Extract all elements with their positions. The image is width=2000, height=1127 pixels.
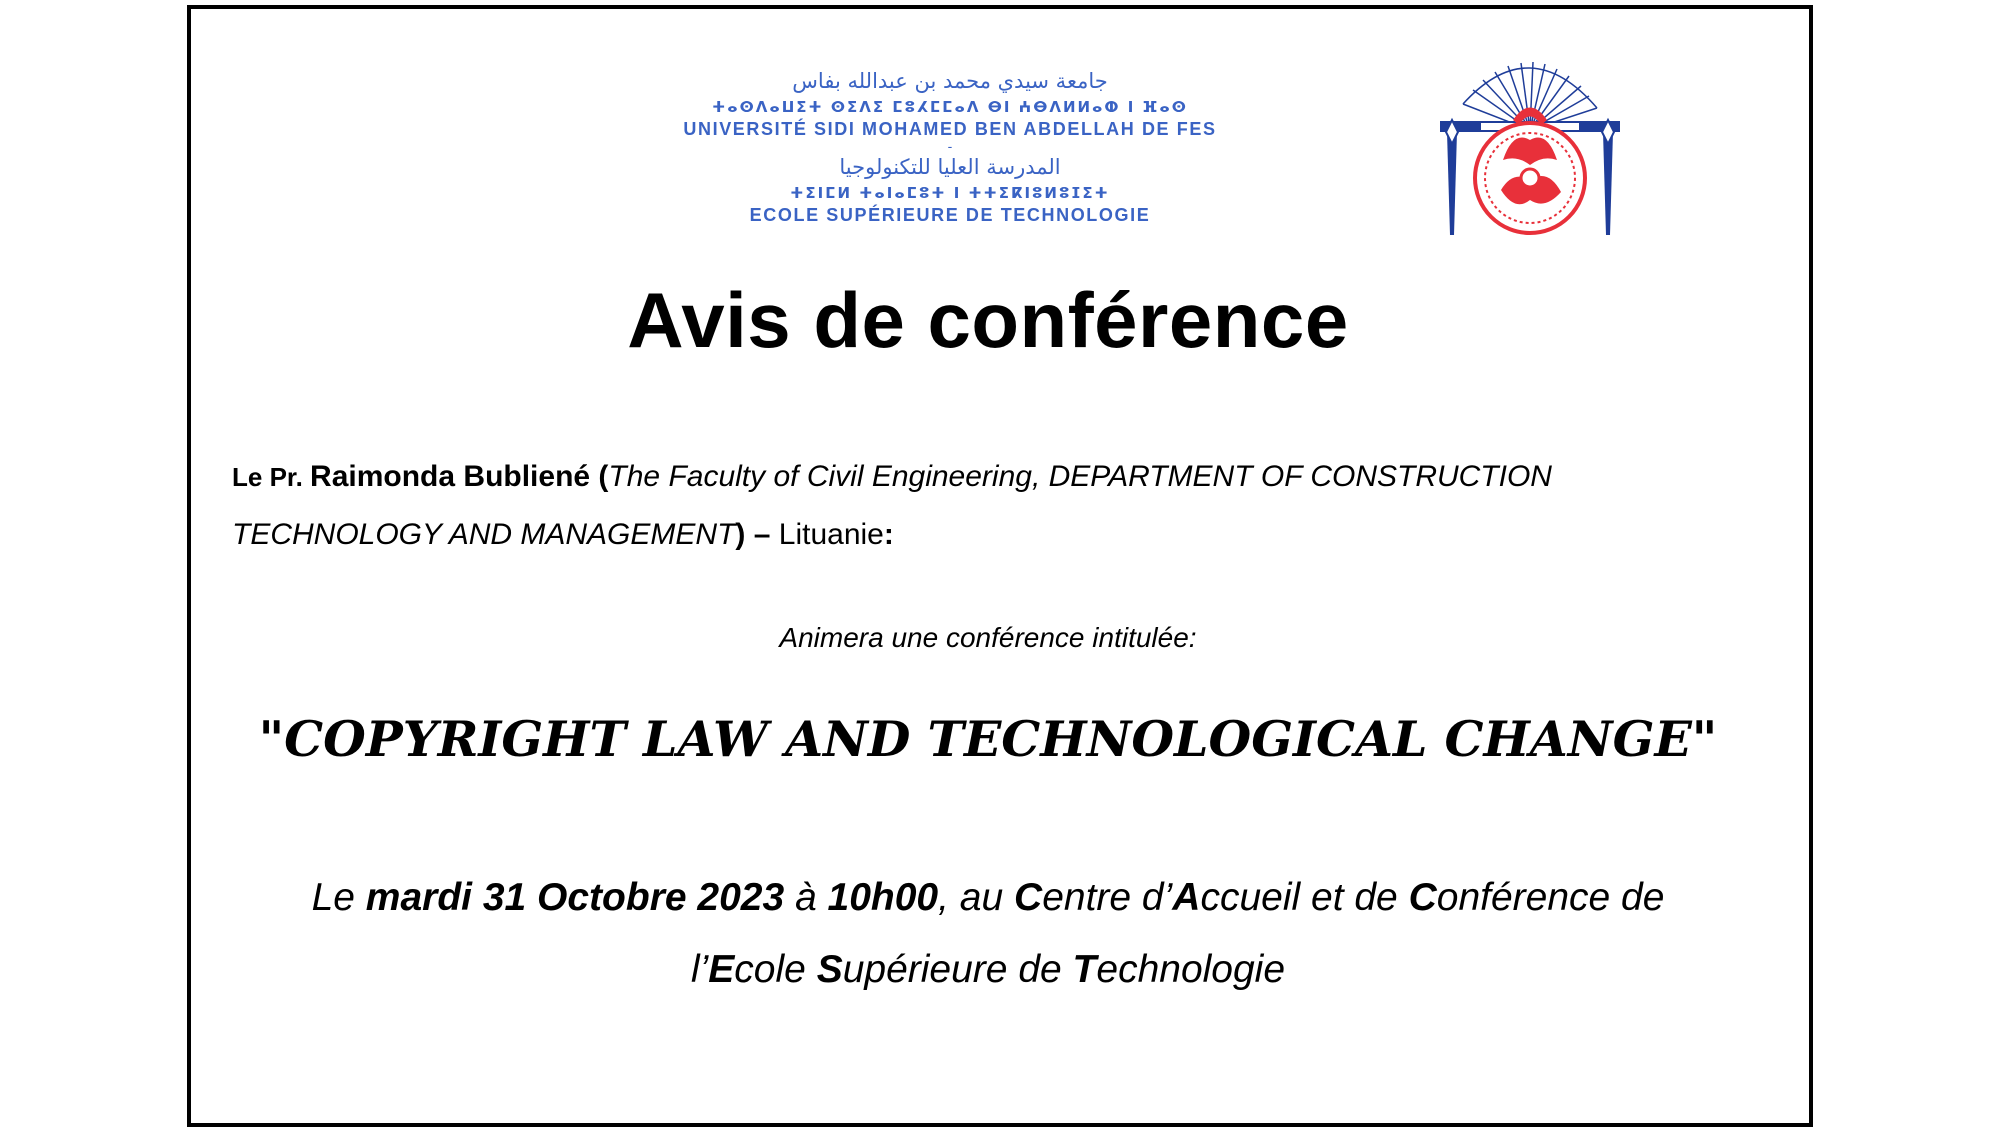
venue-entre: entre d’ [1042,876,1173,919]
venue-initial-c2: C [1408,876,1437,919]
university-name-french: UNIVERSITÉ SIDI MOHAMED BEN ABDELLAH DE FES [683,119,1217,139]
schedule-au: , au [938,876,1015,919]
speaker-colon: : [883,518,894,551]
speaker-country: Lituanie [778,518,884,551]
venue-onference: onférence de [1436,876,1665,919]
header-separator: - [947,138,953,154]
conference-date: mardi 31 Octobre 2023 [365,876,785,919]
venue-initial-c: C [1014,876,1043,919]
speaker-affiliation-line1: The Faculty of Civil Engineering, DEPARTMENT OF CONSTRUCTION [608,460,1552,493]
venue-initial-s: S [816,948,843,991]
speaker-affiliation-line2: TECHNOLOGY AND MANAGEMENT [232,518,736,551]
university-emblem-icon [1433,60,1627,245]
venue-ccueil: ccueil et de [1200,876,1409,919]
speaker-name: Raimonda Bubliené [310,460,591,493]
university-name-arabic: جامعة سيدي محمد بن عبدالله بفاس [792,69,1108,93]
close-paren: ) – [735,518,779,551]
open-paren: ( [590,460,609,493]
venue-echnologie: echnologie [1096,948,1286,991]
venue-initial-e: E [708,948,735,991]
conference-intro: Animera une conférence intitulée: [779,622,1197,653]
venue-l: l’ [690,948,709,991]
speaker-prefix: Le Pr. [232,462,311,492]
venue-cole: cole [734,948,817,991]
school-name-french: ECOLE SUPÉRIEURE DE TECHNOLOGIE [749,205,1151,225]
venue-initial-t: T [1072,948,1097,991]
schedule-le: Le [311,876,366,919]
school-name-arabic: المدرسة العليا للتكنولوجيا [839,155,1061,179]
conference-time: 10h00 [827,876,939,919]
page-title: Avis de conférence [627,276,1349,364]
university-name-tifinagh: ⵜⴰⵙⴷⴰⵡⵉⵜ ⵙⵉⴷⵉ ⵎⵓⵃⵎⵎⴰⴷ ⴱⵏ ⵄⴱⴷⵍⵍⴰⵀ ⵏ ⴼⴰⵙ [712,98,1188,116]
institution-header [560,66,1340,226]
schedule-a: à [784,876,828,919]
venue-uperieure: upérieure de [842,948,1073,991]
conference-schedule [230,862,1746,1006]
venue-initial-a: A [1172,876,1201,919]
school-name-tifinagh: ⵜⵉⵏⵎⵍ ⵜⴰⵏⴰⵎⵓⵜ ⵏ ⵜⵜⵉⴽⵏⵓⵍⵓⵊⵉⵜ [790,184,1110,202]
conference-title: "COPYRIGHT LAW AND TECHNOLOGICAL CHANGE" [258,710,1718,768]
speaker-paragraph [232,448,1672,564]
